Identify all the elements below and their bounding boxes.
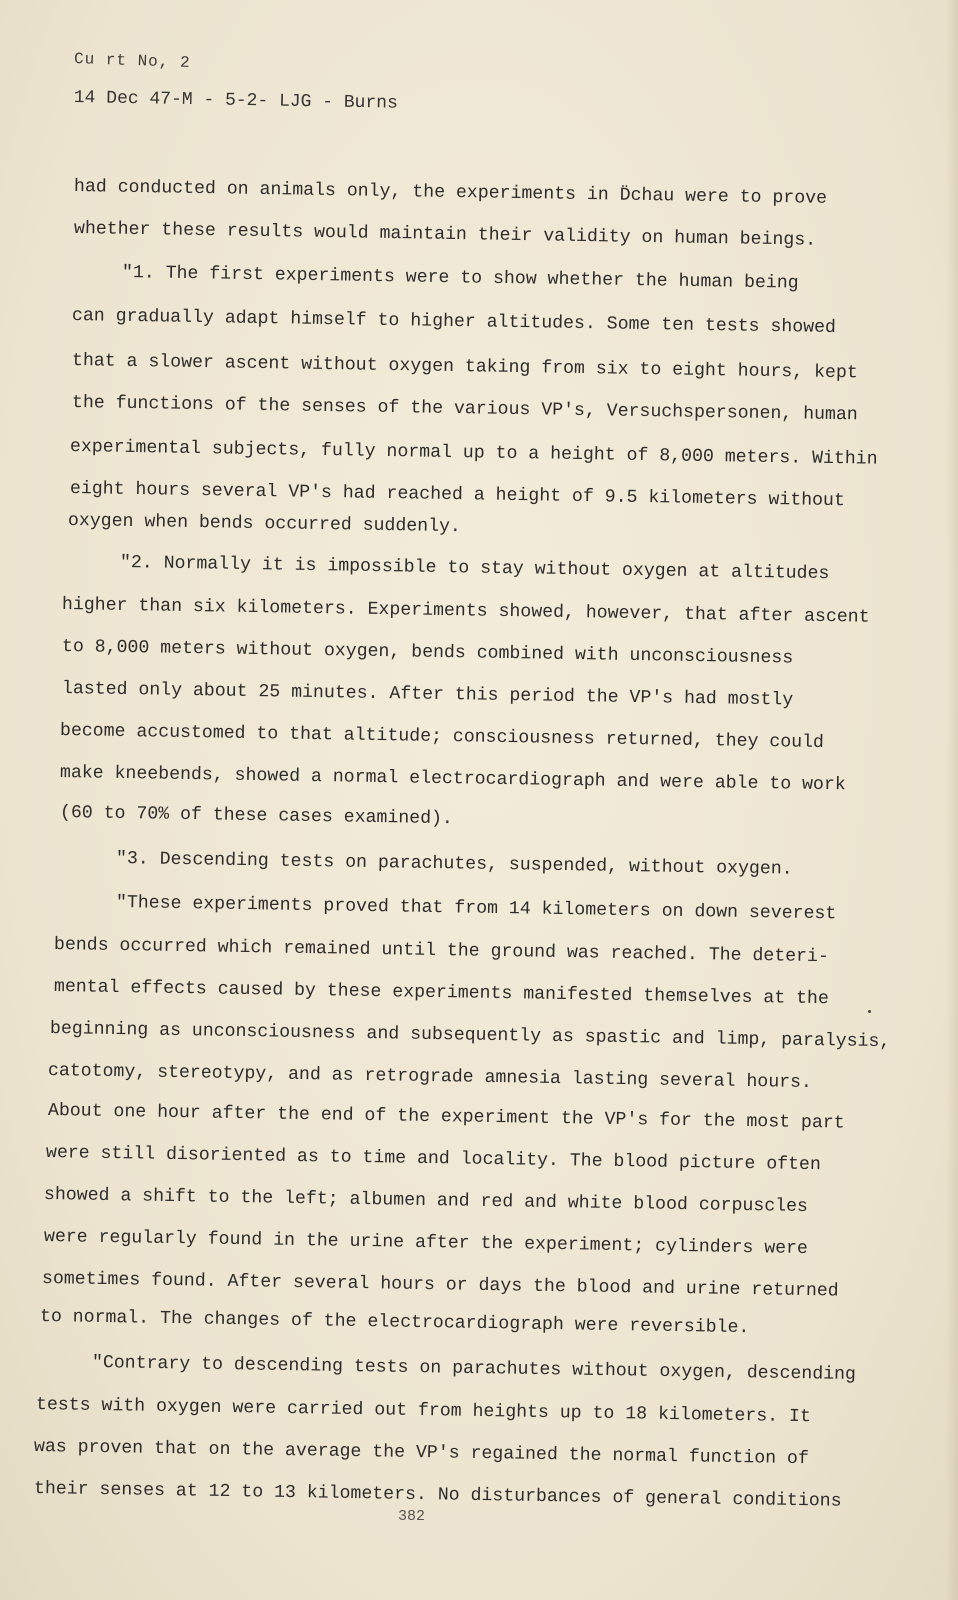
text-line: make kneebends, showed a normal electrocardiograph and were able to work — [59, 763, 846, 796]
handwritten-header-note: Cu rt No, 2 — [73, 49, 191, 73]
text-line: eight hours several VP's had reached a height of 9.5 kilometers without — [69, 479, 845, 512]
page-edge-shadow — [946, 0, 958, 1600]
text-line: whether these results would maintain their validity on human beings. — [73, 219, 817, 251]
text-line: to 8,000 meters without oxygen, bends combined with unconsciousness — [61, 637, 794, 669]
text-line: mental effects caused by these experiments manifested themselves at the — [53, 977, 829, 1010]
text-line: their senses at 12 to 13 kilometers. No disturbances of general conditions — [33, 1479, 842, 1512]
text-line: the functions of the senses of the various VP's, Versuchspersonen, human — [71, 393, 858, 426]
text-line: "3. Descending tests on parachutes, suspended, without oxygen. — [115, 849, 793, 880]
text-line: oxygen when bends occurred suddenly. — [67, 511, 462, 538]
text-line: tests with oxygen were carried out from heights up to 18 kilometers. It — [35, 1395, 811, 1428]
text-line: lasted only about 25 minutes. After this period the VP's had mostly — [61, 679, 794, 711]
text-line: was proven that on the average the VP's regained the normal function of — [33, 1437, 809, 1470]
text-line: "Contrary to descending tests on parachutes without oxygen, descending — [91, 1353, 857, 1385]
case-reference-line: 14 Dec 47-M - 5-2- LJG - Burns — [73, 88, 399, 114]
page-number: 382 — [398, 1508, 426, 1525]
text-line: were regularly found in the urine after the experiment; cylinders were — [43, 1227, 809, 1259]
text-line: "These experiments proved that from 14 kilometers on down severest — [115, 893, 837, 925]
text-line: become accustomed to that altitude; consciousness returned, they could — [59, 721, 825, 753]
text-line: can gradually adapt himself to higher altitudes. Some ten tests showed — [71, 306, 837, 338]
ink-speck — [868, 1010, 871, 1013]
text-line: "1. The first experiments were to show whether the human being — [121, 263, 799, 294]
text-line: higher than six kilometers. Experiments showed, however, that after ascent — [61, 595, 870, 628]
text-line: beginning as unconsciousness and subsequently as spastic and limp, paralysis, — [49, 1019, 891, 1053]
text-line: had conducted on animals only, the experiments in D̈chau were to prove — [73, 177, 828, 209]
text-line: to normal. The changes of the electrocardiograph were reversible. — [39, 1307, 750, 1339]
text-line: bends occurred which remained until the ground was reached. The deteri- — [53, 935, 829, 968]
text-line: "2. Normally it is impossible to stay without oxygen at altitudes — [119, 553, 830, 585]
text-line: (60 to 70% of these cases examined). — [59, 803, 454, 830]
text-line: that a slower ascent without oxygen taking from six to eight hours, kept — [71, 351, 858, 384]
text-line: showed a shift to the left; albumen and red and white blood corpuscles — [43, 1185, 809, 1217]
text-line: sometimes found. After several hours or days the blood and urine returned — [41, 1269, 839, 1302]
text-line: experimental subjects, fully normal up to a height of 8,000 meters. Within — [69, 437, 878, 470]
text-line: About one hour after the end of the experiment the VP's for the most part — [47, 1101, 845, 1134]
text-line: catotomy, stereotypy, and as retrograde amnesia lasting several hours. — [47, 1061, 813, 1093]
text-line: were still disoriented as to time and locality. The blood picture often — [45, 1143, 821, 1176]
